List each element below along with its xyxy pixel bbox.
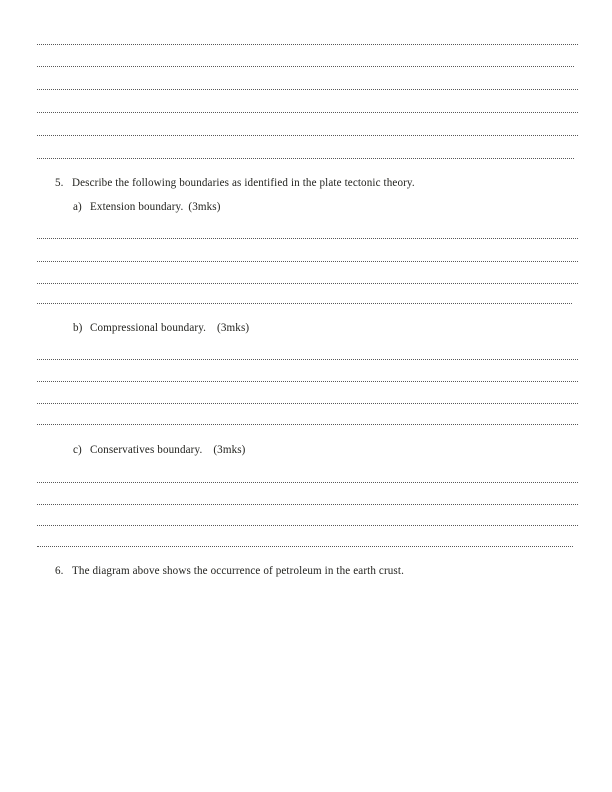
answer-line	[37, 238, 578, 239]
question-6-number: 6.	[55, 565, 64, 577]
question-5c-label: c)	[73, 444, 82, 456]
answer-line	[37, 261, 578, 262]
answer-line	[37, 44, 578, 45]
answer-line	[37, 283, 578, 284]
question-6-stem	[55, 565, 404, 578]
question-5b-text: Compressional boundary.	[90, 322, 207, 334]
question-6-text: The diagram above shows the occurrence of petroleum in the earth crust.	[72, 565, 404, 577]
question-5c-marks: (3mks)	[213, 444, 246, 456]
answer-line	[37, 381, 578, 382]
question-5a-marks: (3mks)	[188, 201, 221, 213]
answer-line	[37, 403, 578, 404]
answer-line	[37, 424, 578, 425]
question-5-text: Describe the following boundaries as identified in the plate tectonic theory.	[72, 177, 415, 189]
question-5b-label: b)	[73, 322, 83, 334]
answer-line	[37, 303, 572, 304]
answer-line	[37, 66, 574, 67]
answer-line	[37, 112, 578, 113]
answer-line	[37, 546, 573, 547]
question-5a-item	[73, 201, 221, 214]
answer-line	[37, 135, 578, 136]
question-5-stem	[55, 177, 415, 190]
question-5a-text: Extension boundary.	[90, 201, 184, 213]
question-5c-text: Conservatives boundary.	[90, 444, 203, 456]
answer-line	[37, 89, 578, 90]
question-5b-marks: (3mks)	[217, 322, 250, 334]
answer-line	[37, 158, 574, 159]
question-5a-label: a)	[73, 201, 82, 213]
question-5c-item	[73, 444, 246, 457]
question-5-number: 5.	[55, 177, 64, 189]
answer-line	[37, 525, 578, 526]
answer-line	[37, 359, 578, 360]
answer-line	[37, 504, 578, 505]
question-5b-item	[73, 322, 249, 335]
answer-line	[37, 482, 578, 483]
